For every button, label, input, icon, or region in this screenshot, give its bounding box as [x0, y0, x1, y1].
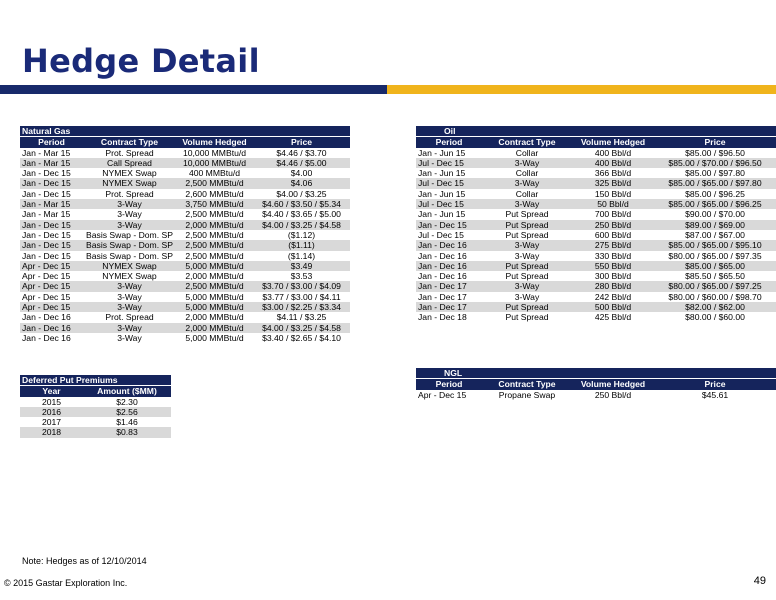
table-cell: Put Spread — [505, 229, 549, 240]
oil-row — [416, 189, 776, 199]
table-cell: 10,000 MMBtu/d — [176, 158, 253, 168]
natural-gas-row — [20, 230, 350, 240]
natural-gas-row — [20, 148, 350, 158]
table-cell: $89.00 / $69.00 — [654, 220, 776, 230]
col-volume-hedged: Volume Hedged — [572, 379, 654, 390]
table-cell: Jan - Dec 15 — [20, 178, 83, 188]
table-cell: 3-Way — [514, 291, 540, 302]
oil-row — [416, 302, 776, 312]
table-cell: $85.00 / $96.25 — [685, 188, 745, 199]
table-cell: 500 Bbl/d — [572, 302, 654, 312]
col-contract-type: Contract Type — [83, 137, 176, 148]
table-cell: Collar — [515, 168, 539, 179]
table-cell: Jan - Dec 15 — [20, 220, 83, 230]
table-cell: 150 Bbl/d — [594, 188, 632, 199]
oil-row — [416, 312, 776, 322]
table-cell: Basis Swap - Dom. SP — [86, 250, 173, 261]
oil-row — [416, 281, 776, 291]
table-cell: 250 Bbl/d — [594, 389, 632, 400]
table-cell: 2016 — [20, 407, 83, 417]
deferred-title: Deferred Put Premiums — [20, 375, 171, 386]
table-cell: Jan - Jun 15 — [418, 147, 466, 158]
table-cell: 366 Bbl/d — [594, 168, 632, 179]
table-cell: 250 Bbl/d — [572, 220, 654, 230]
table-cell: Prot. Spread — [105, 312, 154, 323]
table-cell: $1.46 — [116, 417, 138, 428]
oil-row — [416, 158, 776, 168]
table-cell: $3.70 / $3.00 / $4.09 — [253, 281, 350, 291]
table-cell: 3-Way — [482, 199, 572, 209]
table-cell: Put Spread — [482, 302, 572, 312]
table-cell: NYMEX Swap — [102, 271, 157, 282]
natural-gas-row — [20, 199, 350, 209]
natural-gas-row — [20, 323, 350, 333]
natural-gas-row — [20, 240, 350, 250]
table-cell: 2015 — [41, 396, 62, 407]
table-cell: 3-Way — [117, 209, 142, 220]
table-cell: Prot. Spread — [105, 147, 154, 158]
oil-title — [416, 126, 776, 137]
col-period: Period — [416, 137, 482, 148]
table-cell: $4.40 / $3.65 / $5.00 — [262, 209, 341, 220]
title-underline-navy — [0, 85, 387, 94]
hedge-date-note: Note: Hedges as of 12/10/2014 — [22, 556, 147, 566]
table-cell: Collar — [515, 147, 539, 158]
table-cell: 3-Way — [83, 220, 176, 230]
table-cell: $85.00 / $65.00 / $96.25 — [654, 199, 776, 209]
table-cell: Jan - Dec 15 — [22, 229, 71, 240]
title-underline-gold — [387, 85, 776, 94]
table-cell: Apr - Dec 15 — [20, 261, 83, 271]
table-cell: Jul - Dec 15 — [418, 229, 464, 240]
page-title: Hedge Detail — [22, 42, 260, 80]
table-cell: 2,500 MMBtu/d — [185, 209, 244, 220]
table-cell: Jul - Dec 15 — [416, 199, 482, 209]
table-cell: 600 Bbl/d — [594, 229, 632, 240]
col-volume-hedged: Volume Hedged — [176, 137, 253, 148]
deferred-row — [20, 427, 171, 437]
col-contract-type: Contract Type — [482, 379, 572, 390]
table-cell: Jan - Dec 16 — [418, 271, 467, 282]
table-cell: 3-Way — [83, 199, 176, 209]
col-contract-type: Contract Type — [482, 137, 572, 148]
table-cell: $85.00 / $96.50 — [685, 147, 745, 158]
deferred-row — [20, 407, 171, 417]
natural-gas-row — [20, 209, 350, 219]
oil-row — [416, 199, 776, 209]
table-cell: 3-Way — [83, 323, 176, 333]
oil-row — [416, 148, 776, 158]
table-cell: Jan - Dec 15 — [22, 188, 71, 199]
table-cell: Jan - Dec 17 — [416, 281, 482, 291]
natural-gas-row — [20, 178, 350, 188]
natural-gas-header-row — [20, 137, 350, 148]
table-cell: 280 Bbl/d — [572, 281, 654, 291]
table-cell: $85.00 / $65.00 — [654, 261, 776, 271]
table-cell: $4.00 — [290, 168, 313, 179]
table-cell: Jan - Mar 15 — [22, 147, 71, 158]
natural-gas-title: Natural Gas — [20, 126, 350, 137]
ngl-title-text: NGL — [444, 368, 463, 378]
table-cell: Jan - Dec 15 — [20, 240, 83, 250]
ngl-table — [416, 368, 776, 400]
table-cell: Jan - Jun 15 — [418, 168, 466, 179]
table-cell: 3-Way — [482, 158, 572, 168]
oil-row — [416, 271, 776, 281]
oil-row — [416, 292, 776, 302]
natural-gas-row — [20, 302, 350, 312]
deferred-put-premiums-table — [20, 375, 171, 438]
natural-gas-row — [20, 292, 350, 302]
table-cell: $4.46 / $3.70 — [276, 147, 327, 158]
table-cell: ($1.11) — [253, 240, 350, 250]
table-cell: $3.40 / $2.65 / $4.10 — [262, 332, 341, 343]
natural-gas-row — [20, 220, 350, 230]
table-cell: 2,000 MMBtu/d — [185, 312, 244, 323]
table-cell: Put Spread — [482, 261, 572, 271]
ngl-row — [416, 390, 776, 400]
oil-row — [416, 220, 776, 230]
table-cell: Apr - Dec 15 — [418, 389, 467, 400]
table-cell: Propane Swap — [498, 389, 556, 400]
col-amount: Amount ($MM) — [83, 386, 171, 397]
table-cell: 3-Way — [83, 302, 176, 312]
table-cell: $80.00 / $60.00 / $98.70 — [668, 291, 762, 302]
table-cell: $85.00 / $65.00 / $97.80 — [654, 178, 776, 188]
table-cell: 3-Way — [482, 281, 572, 291]
table-cell: 242 Bbl/d — [594, 291, 632, 302]
table-cell: 3,750 MMBtu/d — [176, 199, 253, 209]
deferred-row — [20, 397, 171, 407]
table-cell: NYMEX Swap — [83, 261, 176, 271]
table-cell: $2.30 — [116, 396, 138, 407]
table-cell: $45.61 — [701, 389, 729, 400]
deferred-header-row — [20, 386, 171, 397]
natural-gas-table — [20, 126, 350, 343]
table-cell: 3-Way — [482, 178, 572, 188]
table-cell: Jan - Dec 16 — [418, 250, 467, 261]
natural-gas-row — [20, 251, 350, 261]
table-cell: Jan - Dec 16 — [20, 323, 83, 333]
table-cell: Prot. Spread — [105, 188, 154, 199]
table-cell: Jan - Dec 15 — [22, 250, 71, 261]
table-cell: 2017 — [41, 417, 62, 428]
table-cell: $90.00 / $70.00 — [685, 209, 745, 220]
table-cell: 3-Way — [482, 240, 572, 250]
table-cell: $4.00 / $3.25 — [276, 188, 327, 199]
col-year: Year — [20, 386, 83, 397]
table-cell: Put Spread — [505, 209, 549, 220]
table-cell: Jul - Dec 15 — [416, 178, 482, 188]
table-cell: 10,000 MMBtu/d — [182, 147, 247, 158]
table-cell: $80.00 / $60.00 — [685, 312, 745, 323]
oil-row — [416, 240, 776, 250]
table-cell: Jan - Dec 15 — [416, 220, 482, 230]
table-cell: Jan - Dec 16 — [416, 261, 482, 271]
table-cell: 2,500 MMBtu/d — [176, 240, 253, 250]
table-cell: Jan - Jun 15 — [418, 209, 466, 220]
table-cell: 2,600 MMBtu/d — [185, 188, 244, 199]
table-cell: 700 Bbl/d — [594, 209, 632, 220]
table-cell: 2018 — [20, 427, 83, 437]
ngl-header-row — [416, 379, 776, 390]
ngl-title — [416, 368, 776, 379]
table-cell: 5,000 MMBtu/d — [176, 302, 253, 312]
table-cell: Apr - Dec 15 — [20, 302, 83, 312]
oil-row — [416, 168, 776, 178]
table-cell: Jan - Jun 15 — [418, 188, 466, 199]
table-cell: $0.83 — [83, 427, 171, 437]
table-cell: 300 Bbl/d — [594, 271, 632, 282]
natural-gas-row — [20, 261, 350, 271]
table-cell: $85.00 / $70.00 / $96.50 — [654, 158, 776, 168]
table-cell: Put Spread — [505, 312, 549, 323]
oil-table — [416, 126, 776, 323]
table-cell: $3.00 / $2.25 / $3.34 — [253, 302, 350, 312]
table-cell: 3-Way — [83, 281, 176, 291]
table-cell: Put Spread — [482, 220, 572, 230]
table-cell: $85.50 / $65.50 — [685, 271, 745, 282]
table-cell: 400 MMBtu/d — [188, 168, 241, 179]
table-cell: 50 Bbl/d — [572, 199, 654, 209]
table-cell: Jul - Dec 15 — [416, 158, 482, 168]
table-cell: $3.53 — [290, 271, 313, 282]
table-cell: $80.00 / $65.00 / $97.35 — [668, 250, 762, 261]
col-price: Price — [654, 137, 776, 148]
table-cell: $4.00 / $3.25 / $4.58 — [253, 220, 350, 230]
table-cell: Basis Swap - Dom. SP — [86, 229, 173, 240]
col-volume-hedged: Volume Hedged — [572, 137, 654, 148]
table-cell: Jan - Dec 16 — [416, 240, 482, 250]
table-cell: NYMEX Swap — [83, 178, 176, 188]
table-cell: 2,000 MMBtu/d — [185, 271, 244, 282]
table-cell: Jan - Dec 16 — [22, 332, 71, 343]
oil-row — [416, 178, 776, 188]
natural-gas-row — [20, 281, 350, 291]
table-cell: $85.00 / $65.00 / $95.10 — [654, 240, 776, 250]
oil-row — [416, 230, 776, 240]
table-cell: Jan - Dec 17 — [418, 291, 467, 302]
table-cell: Call Spread — [83, 158, 176, 168]
table-cell: 2,000 MMBtu/d — [176, 323, 253, 333]
table-cell: $4.60 / $3.50 / $5.34 — [253, 199, 350, 209]
table-cell: Jan - Mar 15 — [20, 199, 83, 209]
natural-gas-row — [20, 158, 350, 168]
table-cell: $82.00 / $62.00 — [654, 302, 776, 312]
table-cell: 3-Way — [514, 250, 540, 261]
table-cell: Apr - Dec 15 — [20, 281, 83, 291]
table-cell: Jan - Mar 15 — [22, 209, 71, 220]
table-cell: 550 Bbl/d — [572, 261, 654, 271]
natural-gas-row — [20, 333, 350, 343]
col-period: Period — [20, 137, 83, 148]
natural-gas-row — [20, 189, 350, 199]
table-cell: Apr - Dec 15 — [22, 271, 71, 282]
table-cell: $4.11 / $3.25 — [276, 312, 327, 323]
table-cell: $2.56 — [83, 407, 171, 417]
table-cell: Put Spread — [505, 271, 549, 282]
table-cell: 2,000 MMBtu/d — [176, 220, 253, 230]
table-cell: Collar — [515, 188, 539, 199]
table-cell: $4.06 — [253, 178, 350, 188]
table-cell: 3-Way — [117, 291, 142, 302]
col-period: Period — [416, 379, 482, 390]
table-cell: 2,500 MMBtu/d — [185, 229, 244, 240]
oil-row — [416, 209, 776, 219]
table-cell: Basis Swap - Dom. SP — [83, 240, 176, 250]
table-cell: Jan - Dec 15 — [22, 168, 71, 179]
copyright: © 2015 Gastar Exploration Inc. — [4, 578, 128, 588]
table-cell: 325 Bbl/d — [572, 178, 654, 188]
table-cell: Apr - Dec 15 — [22, 291, 71, 302]
table-cell: ($1.12) — [287, 229, 316, 240]
table-cell: Jan - Dec 18 — [418, 312, 467, 323]
table-cell: 425 Bbl/d — [594, 312, 632, 323]
natural-gas-row — [20, 168, 350, 178]
oil-header-row — [416, 137, 776, 148]
table-cell: 5,000 MMBtu/d — [185, 291, 244, 302]
table-cell: $85.00 / $97.80 — [685, 168, 745, 179]
table-cell: $4.46 / $5.00 — [253, 158, 350, 168]
oil-row — [416, 251, 776, 261]
table-cell: $4.00 / $3.25 / $4.58 — [253, 323, 350, 333]
oil-row — [416, 261, 776, 271]
natural-gas-row — [20, 271, 350, 281]
table-cell: 330 Bbl/d — [594, 250, 632, 261]
table-cell: Jan - Mar 15 — [20, 158, 83, 168]
deferred-row — [20, 417, 171, 427]
table-cell: ($1.14) — [287, 250, 316, 261]
col-price: Price — [654, 379, 776, 390]
table-cell: 2,500 MMBtu/d — [176, 281, 253, 291]
page-number: 49 — [753, 575, 766, 587]
table-cell: NYMEX Swap — [102, 168, 157, 179]
table-cell: $87.00 / $67.00 — [685, 229, 745, 240]
table-cell: 2,500 MMBtu/d — [185, 250, 244, 261]
oil-title-text: Oil — [444, 126, 456, 136]
table-cell: Jan - Dec 16 — [22, 312, 71, 323]
table-cell: 400 Bbl/d — [572, 158, 654, 168]
table-cell: 2,500 MMBtu/d — [176, 178, 253, 188]
table-cell: 5,000 MMBtu/d — [176, 261, 253, 271]
table-cell: Jan - Dec 17 — [416, 302, 482, 312]
table-cell: $3.49 — [253, 261, 350, 271]
table-cell: $3.77 / $3.00 / $4.11 — [262, 291, 341, 302]
table-cell: $80.00 / $65.00 / $97.25 — [654, 281, 776, 291]
table-cell: 3-Way — [117, 332, 142, 343]
table-cell: 5,000 MMBtu/d — [185, 332, 244, 343]
table-cell: 400 Bbl/d — [594, 147, 632, 158]
natural-gas-row — [20, 312, 350, 322]
col-price: Price — [253, 137, 350, 148]
table-cell: 275 Bbl/d — [572, 240, 654, 250]
